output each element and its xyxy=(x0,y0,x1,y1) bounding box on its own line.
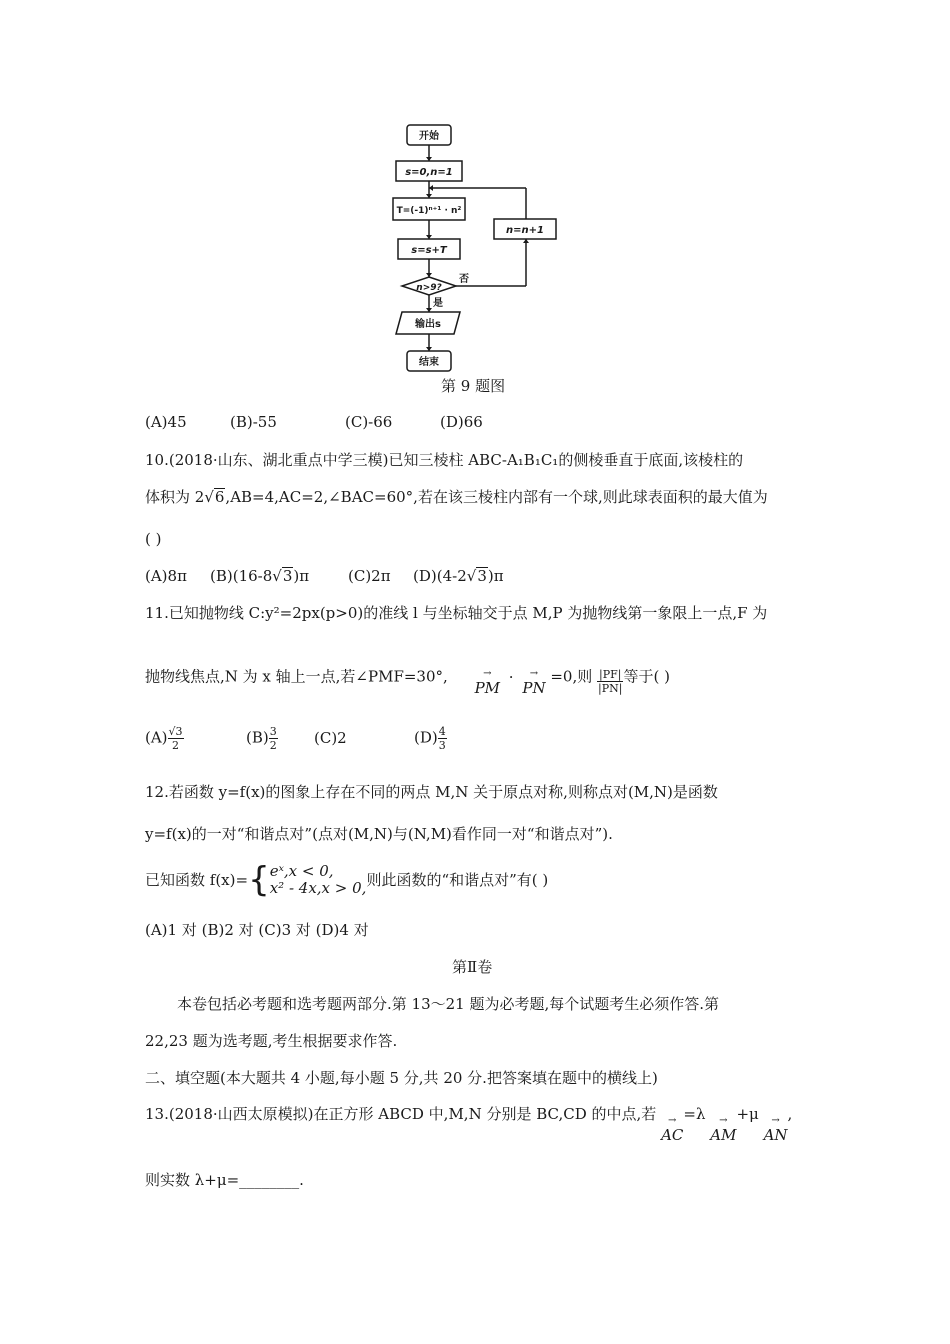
q11-fraction xyxy=(597,668,623,695)
q11-vector-pn-label: PN xyxy=(522,679,546,697)
q10-line1: 10.(2018·山东、湖北重点中学三模)已知三棱柱 ABC-A₁B₁C₁的侧棱垂直于底面,该棱柱的 xyxy=(145,451,744,469)
fc-output-text: 输出s xyxy=(415,319,441,330)
q10-option-b-radicand: 3 xyxy=(282,567,293,585)
q10-option-d-pre: (D)(4-2 xyxy=(413,567,467,585)
q12-line3-pre: 已知函数 f(x)= xyxy=(145,871,249,889)
q13-vector-am-label: AM xyxy=(710,1126,737,1144)
fc-cond-text: n>9? xyxy=(416,283,442,293)
q11-vector-pm: → PM xyxy=(474,668,501,697)
fc-inc-text: n=n+1 xyxy=(506,225,544,236)
q13-line1-text: 13.(2018·山西太原模拟)在正方形 ABCD 中,M,N 分别是 BC,CD 的中点,若 xyxy=(145,1105,657,1123)
q12-line2: y=f(x)的一对“和谐点对”(点对(M,N)与(N,M)看作同一对“和谐点对”). xyxy=(145,825,613,843)
q12-piecewise xyxy=(270,863,367,897)
q13-plus: +μ xyxy=(736,1105,759,1123)
q11-option-a-den: 2 xyxy=(172,739,180,752)
q10-option-c: (C)2π xyxy=(348,567,391,585)
q12-line3 xyxy=(145,860,548,899)
q11-fraction-num: |PF| xyxy=(599,668,622,681)
q11-option-b-num: 3 xyxy=(269,725,277,738)
fc-yes-label: 是 xyxy=(433,298,443,309)
q11-line2-post: 等于( ) xyxy=(623,667,670,686)
q13-vector-an-label: AN xyxy=(763,1126,788,1144)
q11-option-d xyxy=(414,725,447,752)
q12-options: (A)1 对 (B)2 对 (C)3 对 (D)4 对 xyxy=(145,921,369,939)
q10-option-a: (A)8π xyxy=(145,567,187,585)
q9-option-b: (B)-55 xyxy=(230,413,277,431)
q9-option-d: (D)66 xyxy=(440,413,483,431)
part2-title: 第Ⅱ卷 xyxy=(452,958,493,976)
q10-option-b-post: )π xyxy=(293,567,310,585)
q11-eq: =0,则 xyxy=(550,667,593,686)
section-heading: 二、填空题(本大题共 4 小题,每小题 5 分,共 20 分.把答案填在题中的横线上) xyxy=(145,1069,658,1087)
figure-caption: 第 9 题图 xyxy=(441,377,506,395)
q11-option-b xyxy=(246,725,278,752)
fc-end-text: 结束 xyxy=(419,357,439,368)
q9-option-a: (A)45 xyxy=(145,413,187,431)
q12-line1: 12.若函数 y=f(x)的图象上存在不同的两点 M,N 关于原点对称,则称点对(M,N)是函数 xyxy=(145,783,718,801)
q11-option-a-num: √3 xyxy=(168,725,183,738)
q10-option-b: (B)(16-8√3)π xyxy=(210,567,310,585)
q11-option-b-den: 2 xyxy=(269,739,277,752)
q11-option-d-label: (D) xyxy=(414,728,438,747)
q11-option-a-label: (A) xyxy=(145,728,168,747)
q13-line1 xyxy=(145,1104,792,1142)
q12-piece1: eˣ,x < 0, xyxy=(269,862,334,880)
q10-option-d: (D)(4-2√3)π xyxy=(413,567,504,585)
q10-option-b-pre: (B)(16-8 xyxy=(210,567,273,585)
q10-line2-pre: 体积为 2 xyxy=(145,488,205,506)
q13-vector-ac: → AC xyxy=(661,1115,684,1144)
q11-vector-pm-label: PM xyxy=(474,679,501,697)
q11-fraction-den: |PN| xyxy=(598,682,623,695)
part2-para1: 本卷包括必考题和选考题两部分.第 13～21 题为必考题,每个试题考生必须作答.第 xyxy=(177,995,720,1013)
q10-line2-radicand: 6 xyxy=(214,488,225,506)
fc-no-label: 否 xyxy=(459,274,469,285)
q11-option-b-label: (B) xyxy=(246,728,269,747)
q11-line2-pre: 抛物线焦点,N 为 x 轴上一点,若∠PMF=30°, xyxy=(145,667,448,686)
q11-option-a xyxy=(145,725,184,752)
q11-vector-pn: → PN xyxy=(522,668,546,697)
fc-step-t-text: T=(-1)ⁿ⁺¹ · n² xyxy=(396,206,462,216)
q10-line2-post: ,AB=4,AC=2,∠BAC=60°,若在该三棱柱内部有一个球,则此球表面积的最大值为 xyxy=(225,488,768,506)
q11-option-d-den: 3 xyxy=(438,739,446,752)
fc-start-text: 开始 xyxy=(419,131,439,142)
q11-line2 xyxy=(145,660,670,695)
q11-dot: · xyxy=(508,667,514,686)
flowchart xyxy=(380,118,570,378)
q13-comma: , xyxy=(787,1105,793,1123)
q11-option-b-frac xyxy=(269,725,278,752)
q12-brace: { xyxy=(248,860,270,900)
q10-answer-paren: ( ) xyxy=(145,530,162,548)
q9-option-c: (C)-66 xyxy=(345,413,393,431)
q13-line2: 则实数 λ+μ=________. xyxy=(145,1171,304,1189)
q11-line1: 11.已知抛物线 C:y²=2px(p>0)的准线 l 与坐标轴交于点 M,P 为抛物线第一象限上一点,F 为 xyxy=(145,604,768,622)
q10-option-d-post: )π xyxy=(487,567,504,585)
q12-piece2: x² - 4x,x > 0, xyxy=(269,879,367,897)
q12-line3-post: 则此函数的“和谐点对”有( ) xyxy=(366,871,549,889)
q11-option-c: (C)2 xyxy=(314,729,347,747)
q11-option-d-frac xyxy=(438,725,447,752)
fc-step-s-text: s=s+T xyxy=(411,245,447,256)
q10-option-d-radicand: 3 xyxy=(477,567,487,585)
q11-option-d-num: 4 xyxy=(438,725,446,738)
q13-vector-an: → AN xyxy=(763,1115,788,1144)
q13-vector-am: → AM xyxy=(710,1115,737,1144)
q11-option-a-frac xyxy=(168,725,184,752)
part2-para2: 22,23 题为选考题,考生根据要求作答. xyxy=(145,1032,398,1050)
q10-line2: 体积为 2√6,AB=4,AC=2,∠BAC=60°,若在该三棱柱内部有一个球,则此球表面积的最大值为 xyxy=(145,488,768,506)
q13-vector-ac-label: AC xyxy=(661,1126,684,1144)
fc-init-text: s=0,n=1 xyxy=(405,167,453,178)
q13-eq: =λ xyxy=(683,1105,706,1123)
